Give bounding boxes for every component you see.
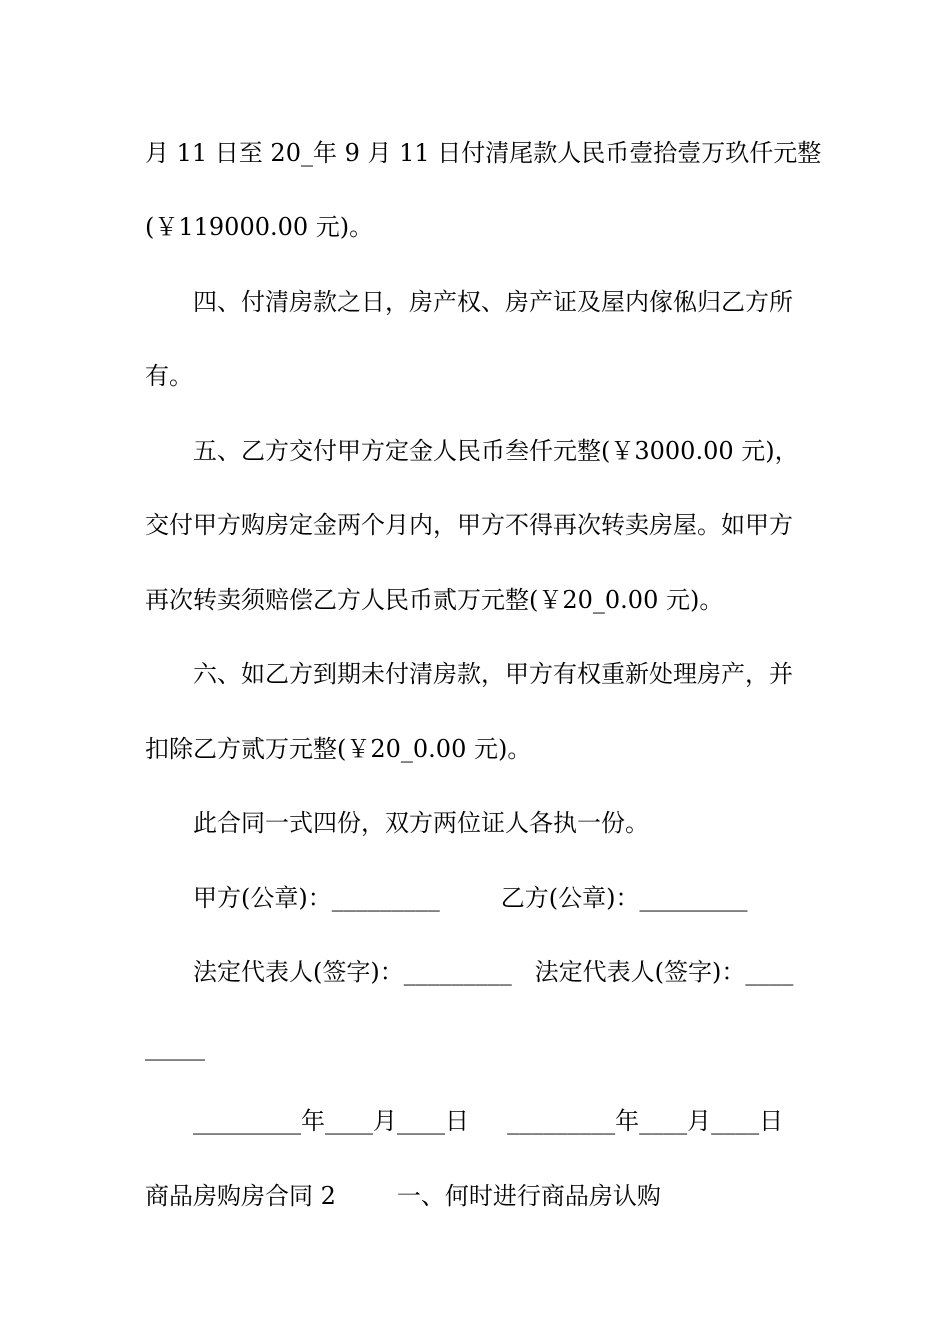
next-contract-heading: 商品房购房合同 2 一、何时进行商品房认购 <box>145 1182 661 1210</box>
clause-five-line-1: 五、乙方交付甲方定金人民币叁仟元整(￥3000.00 元)， <box>193 437 799 465</box>
date-line: _________年____月____日 _________年____月____日 <box>193 1107 784 1135</box>
seal-signature-line: 甲方(公章)：_________ 乙方(公章)：_________ <box>193 884 748 912</box>
clause-five-line-3: 再次转卖须赔偿乙方人民币贰万元整(￥20_0.00 元)。 <box>145 586 724 614</box>
representative-signature-line: 法定代表人(签字)：_________ 法定代表人(签字)：____ <box>193 958 794 986</box>
clause-five-line-2: 交付甲方购房定金两个月内，甲方不得再次转卖房屋。如甲方 <box>145 511 793 539</box>
clause-six-line-2: 扣除乙方贰万元整(￥20_0.00 元)。 <box>145 735 532 763</box>
text-line-1: 月 11 日至 20_年 9 月 11 日付清尾款人民币壹拾壹万玖仟元整 <box>145 139 822 167</box>
copies-statement: 此合同一式四份，双方两位证人各执一份。 <box>193 809 649 837</box>
clause-six-line-1: 六、如乙方到期未付清房款，甲方有权重新处理房产，并 <box>193 660 793 688</box>
text-line-2: (￥119000.00 元)。 <box>145 213 374 241</box>
clause-four-line-1: 四、付清房款之日，房产权、房产证及屋内傢俬归乙方所 <box>193 288 793 316</box>
clause-four-line-2: 有。 <box>145 362 193 390</box>
representative-signature-continuation: _____ <box>145 1033 205 1061</box>
